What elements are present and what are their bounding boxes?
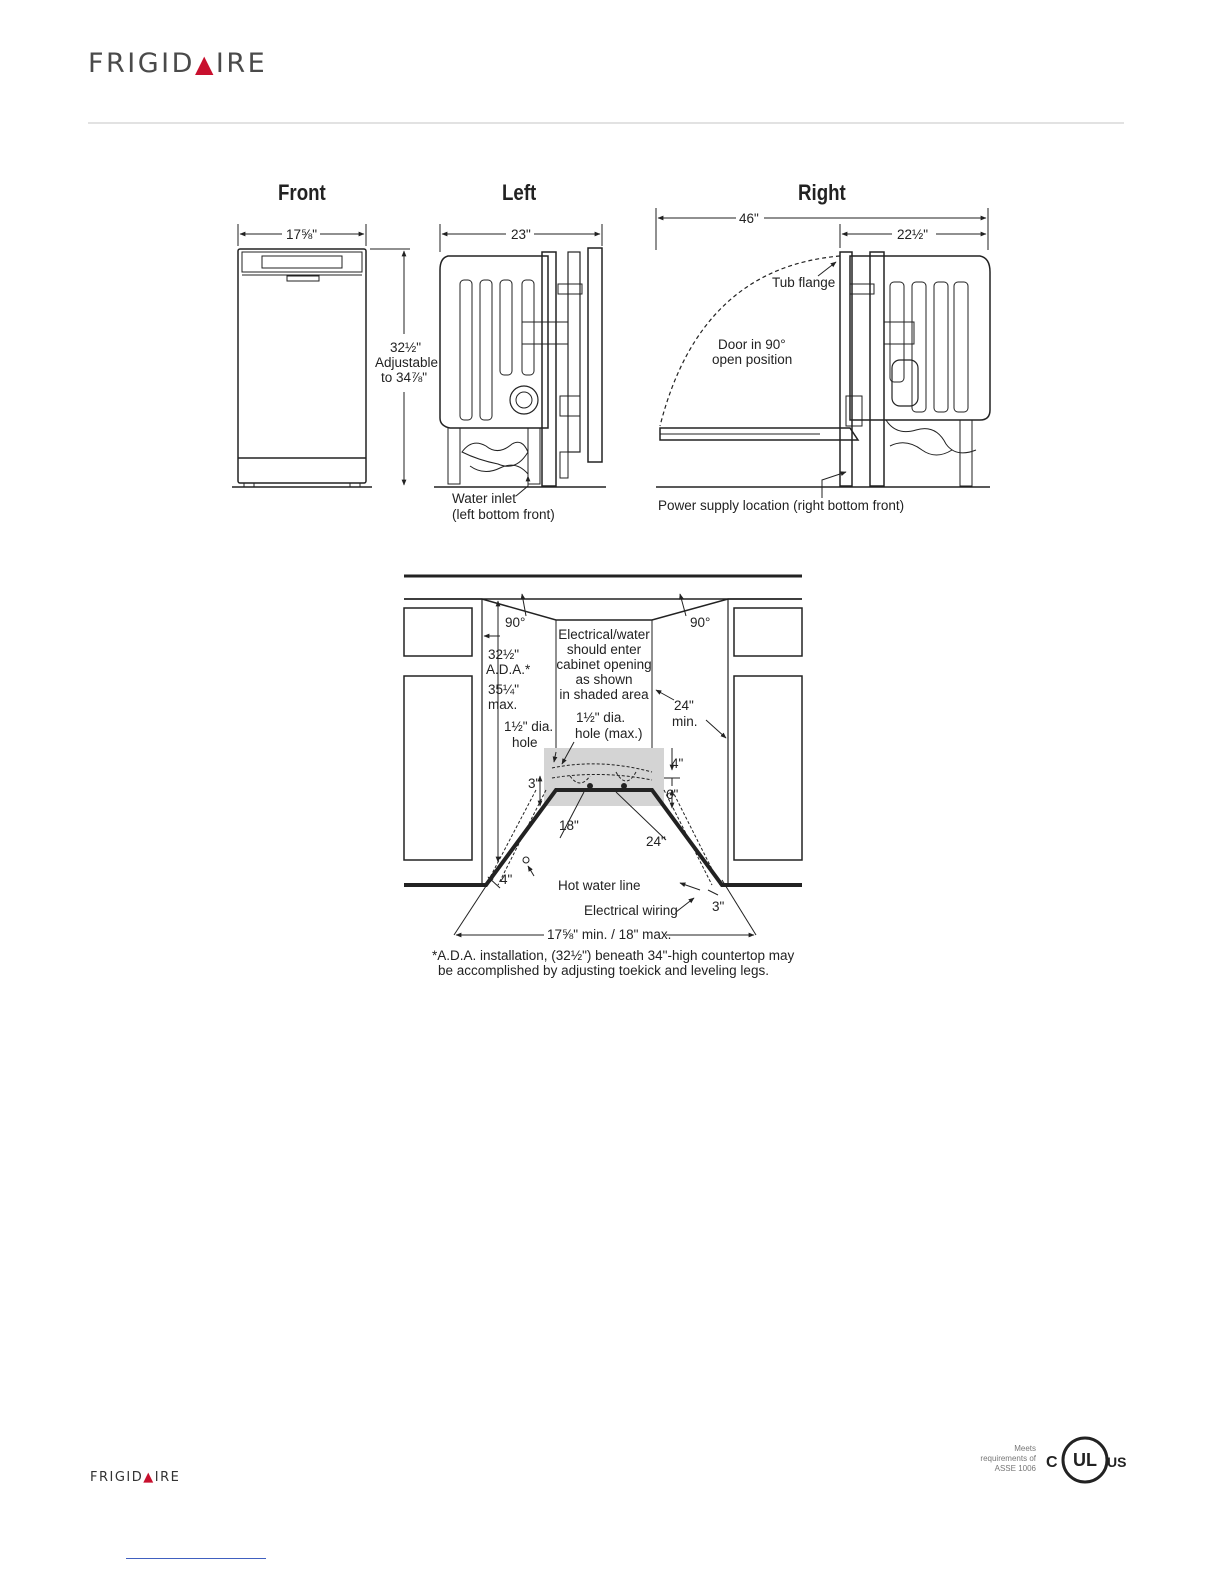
logo-triangle-icon: ▲ [194,50,216,78]
right-view-title: Right [798,180,846,205]
water-inlet-label-2: (left bottom front) [452,507,555,522]
ada-height-label-1: 32½" [488,647,520,662]
water-inlet-label-1: Water inlet [452,491,517,506]
frigidaire-footer-logo [90,1470,180,1485]
dim-24-label: 24" [646,834,666,849]
footer-logo-suffix: IRE [154,1470,181,1485]
power-supply-label: Power supply location (right bottom front) [658,498,905,513]
hot-water-line-label: Hot water line [558,878,641,893]
opening-width-label: 17⅝" min. / 18" max. [547,927,672,942]
logo-prefix: FRIGID [88,48,195,79]
footer-link-underline[interactable] [126,1558,266,1559]
left-hole-label-2: hole [512,735,538,750]
door-open-label-2: open position [712,352,793,367]
entry-note-line-3: cabinet opening [556,657,652,672]
front-height-label-3: to 34⅞" [381,370,428,385]
max-height-label-1: 35¼" [488,682,520,697]
entry-note-line-2: should enter [566,642,642,657]
dim-6-label: 6" [666,787,679,802]
ada-footnote-line-2: be accomplished by adjusting toekick and leveling legs. [438,963,769,978]
right-view-drawing [656,208,990,498]
left-hole-label-1: 1½" dia. [504,719,554,734]
ada-height-label-2: A.D.A.* [486,662,531,677]
right-overall-depth-label: 46" [739,211,759,226]
center-hole-label-1: 1½" dia. [576,710,626,725]
right-depth-label: 22½" [897,227,929,242]
front-width-label: 17⅝" [286,227,318,242]
front-view-title: Front [278,180,326,205]
footer-logo-triangle-icon: ▲ [143,1470,155,1485]
tub-flange-label: Tub flange [772,275,836,290]
dim-18-label: 18" [559,818,579,833]
left-view-drawing [434,224,606,496]
dim-3-bottom-label: 3" [712,899,725,914]
min-depth-label-1: 24" [674,698,694,713]
entry-note-line-4: as shown [575,672,633,687]
entry-note-line-1: Electrical/water [558,627,650,642]
footer-logo-prefix: FRIGID [90,1470,144,1485]
front-height-label-2: Adjustable [375,355,439,370]
dim-4-top-label: 4" [671,756,684,771]
cert-line-3: ASSE 1006 [994,1464,1036,1473]
angle-right-label: 90° [690,615,711,630]
electrical-wiring-label: Electrical wiring [584,903,678,918]
ada-footnote-line-1: *A.D.A. installation, (32½") beneath 34"-high countertop may [432,948,795,963]
left-view-title: Left [502,180,537,205]
entry-note-line-5: in shaded area [559,687,649,702]
min-depth-label-2: min. [672,714,698,729]
dim-3-left-label: 3" [528,776,541,791]
logo-suffix: IRE [215,48,268,79]
center-hole-label-2: hole (max.) [575,726,643,741]
front-height-label-1: 32½" [390,340,422,355]
dim-4-bottom-label: 4" [500,872,513,887]
ul-us-label: US [1107,1454,1126,1470]
cert-line-1: Meets [1014,1444,1036,1453]
left-depth-label: 23" [511,227,531,242]
angle-left-label: 90° [505,615,526,630]
asse-certification-note [940,1444,1036,1474]
max-height-label-2: max. [488,697,518,712]
ul-mark-label: UL [1073,1450,1097,1470]
ul-c-label: C [1046,1454,1058,1471]
cert-line-2: requirements of [980,1454,1036,1463]
door-open-label-1: Door in 90° [718,337,786,352]
ul-certification-icon [1044,1432,1126,1488]
